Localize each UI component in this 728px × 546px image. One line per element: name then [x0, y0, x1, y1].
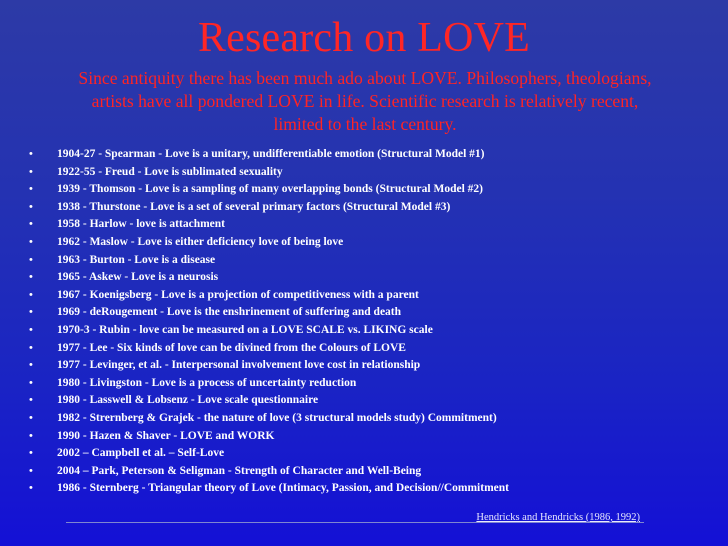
bullet-icon: • [29, 271, 33, 284]
bullet-icon: • [29, 200, 33, 213]
list-item [0, 252, 728, 270]
bullet-icon: • [29, 376, 33, 389]
list-item-text: 1969 - deRougement - Love is the enshrinement of suffering and death [57, 306, 402, 319]
list-item [0, 375, 728, 393]
list-item [0, 392, 728, 410]
list-item-text: 1977 - Lee - Six kinds of love can be divined from the Colours of LOVE [57, 341, 406, 354]
list-item-text: 1980 - Lasswell & Lobsenz - Love scale questionnaire [57, 394, 319, 407]
list-item-text: 1963 - Burton - Love is a disease [57, 253, 216, 266]
bullet-icon: • [29, 482, 33, 495]
list-item [0, 445, 728, 463]
list-item [0, 234, 728, 252]
research-list [0, 146, 728, 498]
bullet-icon: • [29, 235, 33, 248]
bullet-icon: • [29, 447, 33, 460]
list-item-text: 1962 - Maslow - Love is either deficiency love of being love [57, 235, 344, 248]
list-item [0, 216, 728, 234]
list-item-text: 1990 - Hazen & Shaver - LOVE and WORK [57, 429, 275, 442]
list-item [0, 146, 728, 164]
bullet-icon: • [29, 183, 33, 196]
list-item [0, 164, 728, 182]
bullet-icon: • [29, 359, 33, 372]
list-item [0, 463, 728, 481]
bullet-icon: • [29, 165, 33, 178]
bullet-icon: • [29, 148, 33, 160]
list-item [0, 340, 728, 358]
slide-subtitle: Since antiquity there has been much ado about LOVE. Philosophers, theologians, artists have all pondered LOVE in life. Scientific research is relatively recent, limited to the last century. [78, 68, 652, 134]
bullet-icon: • [29, 341, 33, 354]
list-item [0, 357, 728, 375]
list-item [0, 428, 728, 446]
list-item [0, 322, 728, 340]
list-item [0, 181, 728, 199]
bullet-icon: • [29, 429, 33, 442]
bullet-icon: • [29, 253, 33, 266]
bullet-icon: • [29, 306, 33, 319]
list-item [0, 480, 728, 498]
list-item-text: 2002 – Campbell et al. – Self-Love [57, 447, 225, 460]
list-item-text: 1938 - Thurstone - Love is a set of several primary factors (Structural Model #3) [57, 200, 451, 213]
bullet-icon: • [29, 323, 33, 336]
list-item-text: 1986 - Sternberg - Triangular theory of Love (Intimacy, Passion, and Decision//Commitment [57, 482, 509, 495]
list-item-text: 1980 - Livingston - Love is a process of uncertainty reduction [57, 376, 357, 389]
list-item [0, 269, 728, 287]
bullet-icon: • [29, 411, 33, 424]
bullet-icon: • [29, 288, 33, 301]
slide-title: Research on LOVE [197, 15, 531, 61]
list-item-text: 2004 – Park, Peterson & Seligman - Strength of Character and Well-Being [57, 464, 422, 477]
list-item [0, 199, 728, 217]
list-item-text: 1967 - Koenigsberg - Love is a projection of competitiveness with a parent [57, 288, 419, 301]
list-item-text: 1982 - Strernberg & Grajek - the nature of love (3 structural models study) Commitment) [57, 411, 497, 424]
citation-link[interactable]: Hendricks and Hendricks (1986, 1992) [476, 512, 640, 523]
list-item-text: 1965 - Askew - Love is a neurosis [57, 271, 219, 284]
bullet-icon: • [29, 218, 33, 231]
bullet-icon: • [29, 464, 33, 477]
bullet-icon: • [29, 394, 33, 407]
list-item [0, 410, 728, 428]
list-item-text: 1922-55 - Freud - Love is sublimated sexuality [57, 165, 283, 178]
list-item-text: 1977 - Levinger, et al. - Interpersonal involvement love cost in relationship [57, 359, 421, 372]
list-item-text: 1958 - Harlow - love is attachment [57, 218, 225, 231]
list-item-text: 1939 - Thomson - Love is a sampling of many overlapping bonds (Structural Model #2) [57, 183, 483, 196]
list-item [0, 287, 728, 305]
list-item-text: 1904-27 - Spearman - Love is a unitary, undifferentiable emotion (Structural Model #1) [57, 148, 485, 160]
list-item [0, 304, 728, 322]
list-item-text: 1970-3 - Rubin - love can be measured on a LOVE SCALE vs. LIKING scale [57, 323, 433, 336]
